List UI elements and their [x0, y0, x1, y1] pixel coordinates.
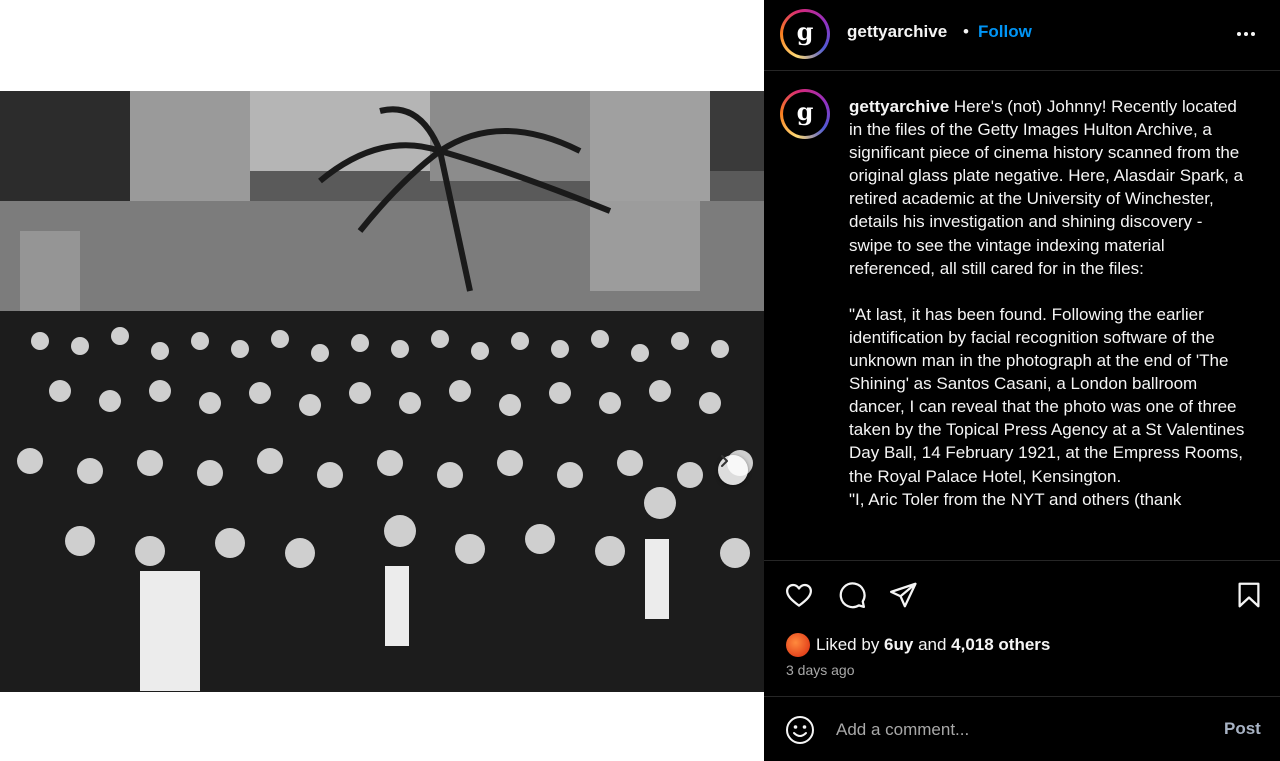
more-horizontal-icon	[1234, 22, 1258, 46]
likes-connector: and	[913, 635, 952, 654]
send-icon	[888, 580, 918, 610]
comment-icon	[837, 580, 867, 610]
likes-summary[interactable]	[786, 633, 1050, 657]
profile-avatar[interactable]	[780, 9, 830, 59]
comment-button[interactable]	[835, 578, 869, 612]
avatar-letter: g	[786, 15, 824, 53]
follow-button[interactable]: Follow	[978, 22, 1032, 41]
caption-text	[849, 95, 1249, 511]
post-panel	[764, 0, 1280, 761]
save-button[interactable]	[1232, 578, 1266, 612]
likes-others-count[interactable]: 4,018 others	[951, 635, 1051, 654]
heart-icon	[784, 580, 814, 610]
emoji-button[interactable]	[784, 714, 816, 746]
post-timestamp[interactable]: 3 days ago	[786, 662, 855, 678]
caption-avatar-letter: g	[786, 95, 824, 133]
chevron-right-icon	[718, 455, 730, 467]
bookmark-icon	[1234, 580, 1264, 610]
smiley-icon	[784, 714, 816, 746]
actions-section	[764, 560, 1280, 697]
comment-input[interactable]	[836, 717, 1206, 743]
caption-area	[764, 72, 1280, 560]
ballroom-photo-image	[0, 91, 764, 692]
separator-dot: •	[963, 22, 969, 41]
more-options-button[interactable]	[1232, 20, 1260, 48]
comment-bar	[764, 698, 1280, 761]
share-button[interactable]	[886, 578, 920, 612]
likes-text[interactable]	[816, 635, 1050, 655]
post-header	[764, 0, 1280, 71]
likes-prefix: Liked by	[816, 635, 885, 654]
post-photo[interactable]	[0, 91, 764, 692]
username-link[interactable]: gettyarchive	[847, 22, 948, 41]
next-slide-button[interactable]	[718, 455, 748, 485]
like-button[interactable]	[782, 578, 816, 612]
caption-avatar[interactable]	[780, 89, 830, 139]
liker-avatar[interactable]	[786, 633, 810, 657]
post-comment-button[interactable]: Post	[1224, 719, 1261, 738]
liker-username[interactable]: 6uy	[884, 635, 914, 654]
caption-body: Here's (not) Johnny! Recently located in the files of the Getty Images Hulton Archive, a significant piece of cinema history scanned from the original glass plate negative. Here, Alasdair Spark, a retired academic at the University of Winchester, details his investigation and shining discovery - swipe to see the vintage indexing material referenced, all still cared for in the files: "At last, it has been found. Following the earlier identification by facial recognition software of the unknown man in the photograph at the end of 'The Shining' as Santos Casani, a London ballroom dancer, I can reveal that the photo was one of three taken by the Topical Press Agency at a St Valentines Day Ball, 14 February 1921, at the Empress Rooms, the Royal Palace Hotel, Kensington. "I, Aric Toler from the NYT and others (thank	[849, 97, 1245, 509]
caption-username[interactable]: gettyarchive	[849, 97, 950, 116]
